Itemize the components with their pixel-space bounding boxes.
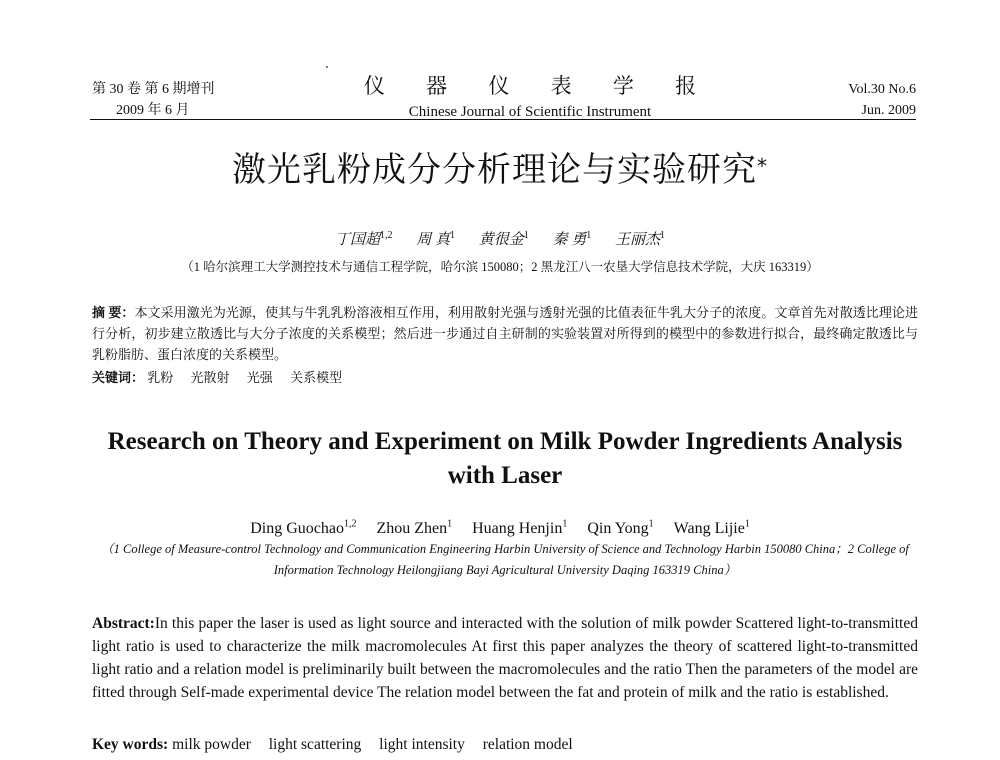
author-name: Wang Lijie [673,520,745,538]
author-name: 黄很金 [478,232,524,248]
author-affil-mark: 1 [523,230,529,241]
keywords-cn [92,367,918,388]
paper-title-en: Research on Theory and Experiment on Milk Powder Ingredients Analysis with Laser [107,428,903,489]
author-en [472,520,567,537]
author-affil-mark: 1 [562,519,568,530]
keyword-cn: 乳粉 [147,370,174,385]
title-cn-text: 激光乳粉成分分析理论与实验研究 [232,150,757,190]
author-en [674,520,750,537]
header-volume-cn [92,79,272,121]
author-name: 王丽杰 [615,232,661,248]
author-name: 周 真 [416,232,450,248]
author-cn [335,232,393,248]
date-en: Jun. 2009 [861,103,916,118]
abstract-en-text: In this paper the laser is used as light source and interacted with the solution of milk powder Scattered light-to-transmitted light ratio is used to characterize the milk macromolecules At first this paper analyzes the theory of scattered light-to-transmitted light ratio and a relation model is preliminarily built between the macromolecules and the ratio Then the parameters of the model are fitted through Self-made experimental device The relation model between the fat and protein of milk and the ratio is established. [92,615,918,701]
author-en [250,520,356,537]
affiliation-cn: （1 哈尔滨理工大学测控技术与通信工程学院，哈尔滨 150080；2 黑龙江八一农垦大学信息技术学院，大庆 163319） [181,260,819,274]
abstract-en [92,612,918,704]
author-cn [553,232,592,248]
scan-speck [326,66,328,68]
keyword-cn: 关系模型 [290,370,343,385]
abstract-cn-text: 本文采用激光为光源，使其与牛乳乳粉溶液相互作用，利用散射光强与透射光强的比值表征牛乳大分子的浓度。文章首先对散透比理论进行分析，初步建立散透比与大分子浓度的关系模型；然后进一步通过自主研制的实验装置对所得到的模型中的参数进行拟合，最终确定散透比与乳粉脂肪、蛋白浓度的关系模型。 [92,305,918,362]
author-affil-mark: 1 [449,230,455,241]
journal-name-en: Chinese Journal of Scientific Instrument [408,104,652,120]
author-cn [479,232,529,248]
volume-en: Vol.30 No.6 [848,82,916,97]
journal-name-cn: 仪 器 仪 表 学 报 [363,74,715,98]
keywords-en [92,734,918,756]
author-affil-mark: 1 [586,230,592,241]
abstract-cn-label: 摘 要： [92,305,135,320]
title-footnote-mark: * [757,154,768,178]
date-cn: 2009 年 6 月 [116,103,190,118]
author-name: Zhou Zhen [376,520,448,538]
author-cn [615,232,665,248]
author-name: 秦 勇 [552,232,587,248]
author-list-en [100,514,900,540]
author-name: Huang Henjin [472,520,563,538]
keyword-en: light scattering [268,736,362,753]
keyword-en: relation model [482,736,573,753]
affiliation-en: （1 College of Measure-control Technology and Communication Engineering Harbin University of Science and Technology Harbin 150080 China；2 College of Information Technology Heilongjiang Bayi Agricultural University Daqing 163319 China） [101,542,909,577]
keyword-en: milk powder [172,736,251,753]
author-name: Qin Yong [587,520,649,538]
author-en [587,520,653,537]
keyword-cn: 光散射 [190,370,230,385]
author-affil-mark: 1,2 [343,519,357,530]
author-affil-mark: 1 [648,519,654,530]
author-list-cn [100,226,900,250]
author-affil-mark: 1 [744,519,750,530]
abstract-cn [92,302,918,365]
paper-title-cn [100,148,900,192]
author-name: Ding Guochao [250,520,344,538]
author-affil-mark: 1,2 [379,230,393,241]
header-journal [330,72,730,122]
author-cn [416,232,455,248]
author-affil-mark: 1 [660,230,666,241]
author-name: 丁国超 [334,232,380,248]
header-rule [90,119,916,120]
keywords-cn-label: 关键词： [92,370,145,385]
header-volume-en [756,79,916,121]
abstract-en-label: Abstract: [92,615,155,632]
keywords-en-label: Key words: [92,736,169,753]
volume-cn: 第 30 卷 第 6 期增刊 [92,82,215,97]
keyword-en: light intensity [379,736,465,753]
author-affil-mark: 1 [447,519,453,530]
author-en [376,520,452,537]
keyword-cn: 光强 [246,370,273,385]
